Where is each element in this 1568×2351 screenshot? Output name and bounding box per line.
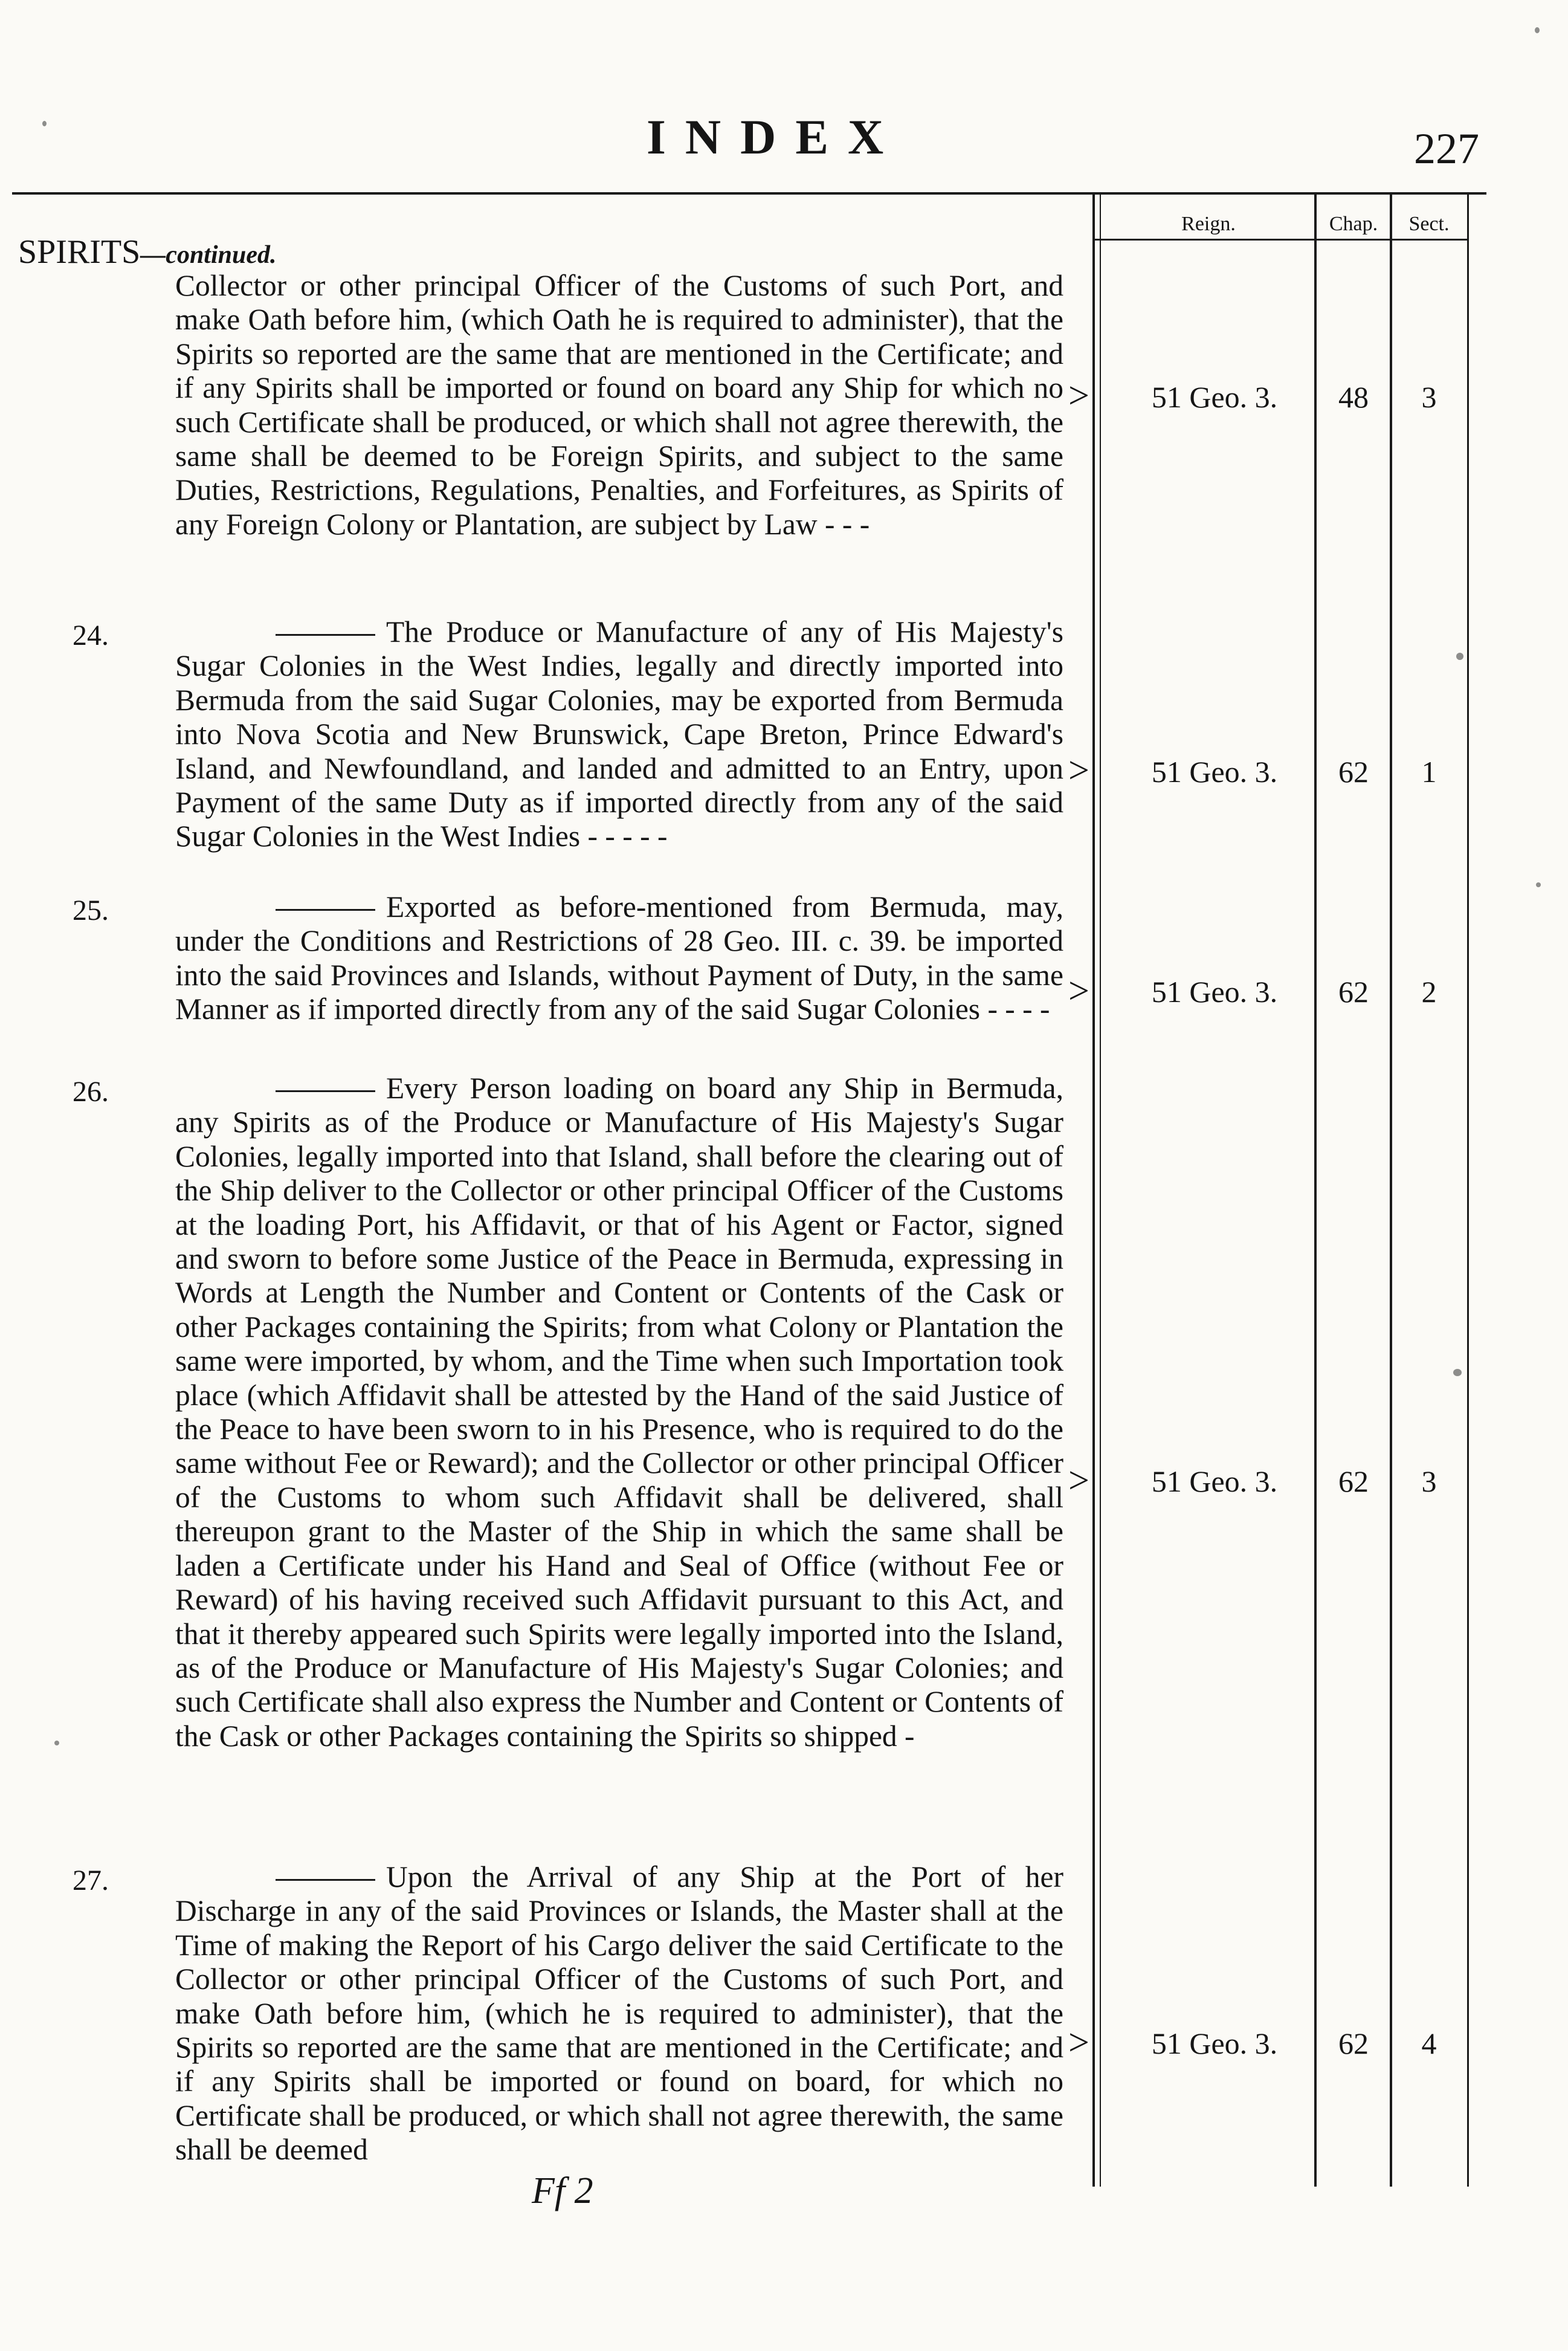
page-number: 227 — [1414, 125, 1479, 173]
scan-speck — [1536, 882, 1541, 887]
entry-brace: > — [1068, 971, 1089, 1012]
scan-speck — [54, 1741, 59, 1745]
entry-number: 25. — [73, 894, 109, 926]
column-divider-left — [1092, 192, 1095, 2187]
scan-speck — [1453, 1369, 1462, 1376]
index-entry-continuation: Collector or other principal Officer of the Customs of such Port, and make Oath before him, (which Oath he is required to administer), that the Spirits so reported are the same that are mentioned in the Certificate; and if any Spirits shall be imported or found on board any Ship for which no such Certificate shall be produced, or which shall not agree therewith, the same shall be deemed to be Foreign Spirits, and subject to the same Duties, Restrictions, Regulations, Penalties, and Forfeitures, as Spirits of any Foreign Colony or Plantation, are subject by Law - - - — [175, 269, 1063, 541]
signature-mark: Ff 2 — [532, 2170, 593, 2211]
dash-rule — [276, 634, 375, 636]
index-entry — [175, 1860, 1063, 2167]
column-header-sect: Sect. — [1408, 213, 1450, 235]
entry-sect: 3 — [1421, 380, 1437, 414]
entry-chap: 48 — [1338, 380, 1369, 414]
entry-text: Exported as before-mentioned from Bermuda, may, under the Conditions and Restrictions of 28 Geo. III. c. 39. be imported into the said Provinces and Islands, without Payment of Duty, in the same Manner as if imported directly from any of the said Sugar Colonies — [175, 890, 1063, 1026]
entry-sect: 3 — [1421, 1464, 1437, 1498]
page-title: INDEX — [647, 109, 903, 164]
column-header-rule — [1092, 239, 1468, 241]
dash-rule — [276, 909, 375, 911]
entry-text: The Produce or Manufacture of any of His Majesty's Sugar Colonies in the West Indies, legally and directly imported into Bermuda from the said Sugar Colonies, may be exported from Bermuda into Nova Scotia and New Brunswick, Cape Breton, Prince Edward's Island, and Newfoundland, and landed and admitted to an Entry, upon Payment of the same Duty as if imported directly from any of the said Sugar Colonies in the West Indies — [175, 615, 1063, 853]
entry-text: Upon the Arrival of any Ship at the Port of her Discharge in any of the said Provinces or Islands, the Master shall at the Time of making the Report of his Cargo deliver the said Certificate to the Collector or other principal Officer of the Customs of such Port, and make Oath before him, (which he is required to administer), that the Spirits so reported are the same that are mentioned in the Certificate; and if any Spirits shall be imported or found on board, for which no Certificate shall be produced, or which shall not agree therewith, the same shall be deemed — [175, 1860, 1063, 2167]
section-heading — [18, 233, 277, 271]
index-entry: Exported as before-mentioned from Bermuda, may, under the Conditions and Restrictions of 28 Geo. III. c. 39. be imported into the said Provinces and Islands, without Payment of Duty, in the same Manner as if imported directly from any of the said Sugar Colonies - - - - — [175, 890, 1063, 1026]
entry-reign: 51 Geo. 3. — [1151, 2026, 1278, 2060]
index-entry: The Produce or Manufacture of any of His Majesty's Sugar Colonies in the West Indies, legally and directly imported into Bermuda from the said Sugar Colonies, may be exported from Bermuda into Nova Scotia and New Brunswick, Cape Breton, Prince Edward's Island, and Newfoundland, and landed and admitted to an Entry, upon Payment of the same Duty as if imported directly from any of the said Sugar Colonies in the West Indies - - - - - — [175, 615, 1063, 853]
dash-rule — [276, 1879, 375, 1881]
entry-reign: 51 Geo. 3. — [1151, 1464, 1278, 1498]
dash-rule — [276, 1090, 375, 1092]
entry-brace: > — [1068, 750, 1089, 791]
column-divider-right — [1467, 192, 1469, 2187]
entry-chap: 62 — [1338, 755, 1369, 789]
entry-brace: > — [1068, 1460, 1089, 1501]
column-divider-chap-sect — [1390, 192, 1392, 2187]
entry-sect: 1 — [1421, 755, 1437, 789]
column-divider-reign-chap — [1314, 192, 1317, 2187]
entry-reign: 51 Geo. 3. — [1151, 975, 1278, 1009]
index-entry: Every Person loading on board any Ship in Bermuda, any Spirits as of the Produce or Manufacture of His Majesty's Sugar Colonies, legally imported into that Island, shall before the clearing out of the Ship deliver to the Collector or other principal Officer of the Customs at the loading Port, his Affidavit, or that of his Agent or Factor, signed and sworn to before some Justice of the Peace in Bermuda, expressing in Words at Length the Number and Content or Contents of the Cask or other Packages containing the Spirits; from what Colony or Plantation the same were imported, by whom, and the Time when such Importation took place (which Affidavit shall be attested by the Hand of the said Justice of the Peace to have been sworn to in his Presence, who is required to do the same without Fee or Reward); and the Collector or other principal Officer of the Customs to whom such Affidavit shall be delivered, shall thereupon grant to the Master of the Ship in which the same shall be laden a Certificate under his Hand and Seal of Office (without Fee or Reward) of his having received such Affidavit pursuant to this Act, and that it thereby appeared such Spirits were legally imported into the Island, as of the Produce or Manufacture of His Majesty's Sugar Colonies; and such Certificate shall also express the Number and Content or Contents of the Cask or other Packages containing the Spirits so shipped - — [175, 1072, 1063, 1753]
entry-reign: 51 Geo. 3. — [1151, 755, 1278, 789]
entry-brace: > — [1068, 2022, 1089, 2063]
entry-reign: 51 Geo. 3. — [1151, 380, 1278, 414]
section-continued: —continued. — [140, 241, 277, 269]
entry-chap: 62 — [1338, 975, 1369, 1009]
scan-speck — [1535, 27, 1540, 33]
column-divider-left-inner — [1100, 192, 1101, 2187]
scan-speck — [42, 121, 47, 126]
column-header-chap: Chap. — [1329, 213, 1378, 235]
entry-sect: 2 — [1421, 975, 1437, 1009]
entry-number: 24. — [73, 619, 109, 652]
section-title: SPIRITS — [18, 233, 141, 271]
entry-text: Collector or other principal Officer of the Customs of such Port, and make Oath before him, (which Oath he is required to administer), that the Spirits so reported are the same that are mentioned in the Certificate; and if any Spirits shall be imported or found on board any Ship for which no such Certificate shall be produced, or which shall not agree therewith, the same shall be deemed to be Foreign Spirits, and subject to the same Duties, Restrictions, Regulations, Penalties, and Forfeitures, as Spirits of any Foreign Colony or Plantation, are subject by Law — [175, 269, 1063, 541]
entry-sect: 4 — [1421, 2026, 1437, 2060]
entry-number: 27. — [73, 1864, 109, 1897]
entry-chap: 62 — [1338, 2026, 1369, 2060]
entry-number: 26. — [73, 1076, 109, 1108]
header-rule — [12, 192, 1486, 195]
entry-text: Every Person loading on board any Ship in Bermuda, any Spirits as of the Produce or Manufacture of His Majesty's Sugar Colonies, legally imported into that Island, shall before the clearing out of the Ship deliver to the Collector or other principal Officer of the Customs at the loading Port, his Affidavit, or that of his Agent or Factor, signed and sworn to before some Justice of the Peace in Bermuda, expressing in Words at Length the Number and Content or Contents of the Cask or other Packages containing the Spirits; from what Colony or Plantation the same were imported, by whom, and the Time when such Importation took place (which Affidavit shall be attested by the Hand of the said Justice of the Peace to have been sworn to in his Presence, who is required to do the same without Fee or Reward); and the Collector or other principal Officer of the Customs to whom such Affidavit shall be delivered, shall thereupon grant to the Master of the Ship in which the same shall be laden a Certificate under his Hand and Seal of Office (without Fee or Reward) of his having received such Affidavit pursuant to this Act, and that it thereby appeared such Spirits were legally imported into the Island, as of the Produce or Manufacture of His Majesty's Sugar Colonies; and such Certificate shall also express the Number and Content or Contents of the Cask or other Packages containing the Spirits so shipped — [175, 1072, 1063, 1753]
column-header-reign: Reign. — [1181, 213, 1236, 235]
entry-brace: > — [1068, 375, 1089, 416]
entry-chap: 62 — [1338, 1464, 1369, 1498]
scan-speck — [1456, 653, 1463, 660]
